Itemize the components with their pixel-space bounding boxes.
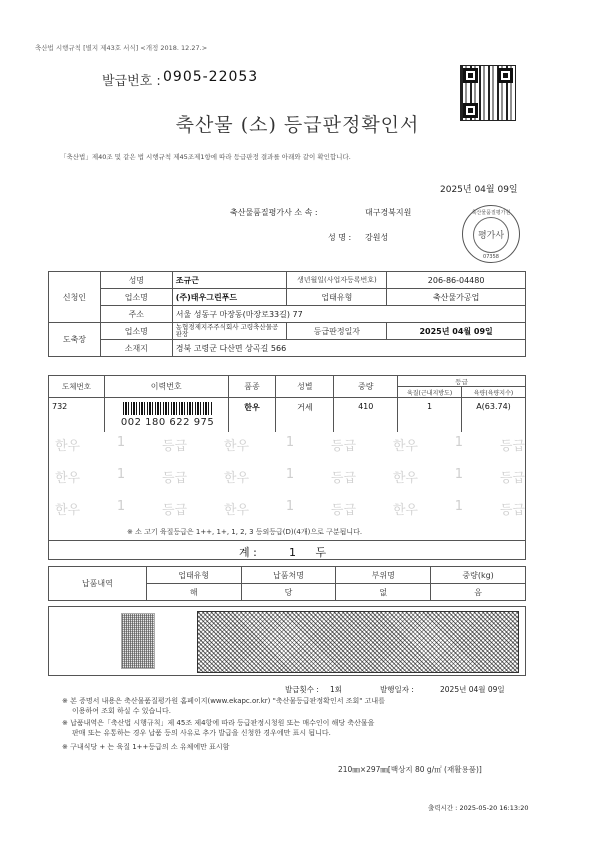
- ident-no: 002 180 622 975: [120, 417, 215, 428]
- delivery-empty-2: 당: [241, 584, 336, 601]
- barcode: [123, 402, 213, 415]
- issue-count-label: 발급횟수 :: [285, 685, 319, 694]
- delivery-empty-1: 해: [146, 584, 241, 601]
- grade-table: [48, 375, 526, 432]
- breed-header: 품종: [228, 376, 276, 398]
- slaughter-company-label: 업소명: [100, 323, 172, 340]
- delivery-table: [48, 566, 526, 601]
- yield-grade: A(63.74): [462, 398, 526, 432]
- delivery-empty-3: 없: [336, 584, 431, 601]
- grading-date: 2025년 04월 09일: [387, 323, 526, 340]
- biztype-label: 업태유형: [287, 289, 387, 306]
- ident-no-header: 이력번호: [104, 376, 228, 398]
- total-label: 계 :: [239, 546, 257, 559]
- carcass-no-header: 도체번호: [49, 376, 105, 398]
- info-table: [48, 271, 526, 357]
- applicant-name-label: 성명: [100, 272, 172, 289]
- document-title: 축산물 (소) 등급판정확인서: [175, 114, 420, 136]
- print-time: 출력시간 : 2025-05-20 16:13:20: [428, 804, 529, 812]
- paper-spec: 210㎜×297㎜[백상지 80 g/㎡ (재활용품)]: [338, 765, 482, 774]
- security-pattern-area: [48, 606, 526, 676]
- issue-number-label: 발급번호 :: [102, 74, 161, 89]
- delivery-weight-label: 중량(kg): [431, 567, 526, 584]
- applicant-company-label: 업소명: [100, 289, 172, 306]
- applicant-name: 조규근: [172, 272, 287, 289]
- table-row: [49, 398, 526, 432]
- note-1b: 이용하여 조회 하실 수 있습니다.: [72, 707, 172, 715]
- ident-cell: [104, 398, 228, 432]
- note-2b: 판매 또는 유통하는 경우 납품 등의 사유로 추가 발급을 신청한 경우에만 표시 됩니다.: [72, 729, 331, 737]
- total-value: 1 두: [289, 546, 335, 559]
- grade-yield-header: 육량(육량지수): [462, 387, 526, 398]
- certificate-date: 2025년 04월 09일: [440, 185, 518, 195]
- intro-text: 「축산법」제40조 및 같은 법 시행규칙 제45조제1항에 따라 등급판정 결과를 아래와 같이 확인합니다.: [60, 153, 351, 161]
- note-1: ※ 본 증명서 내용은 축산물품질평가원 홈페이지(www.ekapc.or.kr) "축산물등급판정확인서 조회" 고내를: [62, 697, 385, 705]
- watermark-row: 한우 1 등급 한우 1 등급 한우 1 등급: [55, 467, 525, 486]
- note-3: ※ 구내식당 + 는 육질 1++등급의 소 유체에만 표시함: [62, 743, 230, 751]
- inspector-name-label: 성 명 :: [328, 233, 352, 242]
- total-row: [48, 540, 526, 560]
- carcass-no: 732: [49, 398, 105, 432]
- address: 서울 성동구 마장동(마장로33길) 77: [172, 306, 525, 323]
- seal-center-text: 평가사: [473, 217, 509, 253]
- watermark-row: 한우 1 등급 한우 1 등급 한우 1 등급: [55, 435, 525, 454]
- applicant-section-label: 신청인: [49, 272, 101, 323]
- delivery-shop-label: 납품처명: [241, 567, 336, 584]
- sex: 거세: [276, 398, 334, 432]
- form-reference: 축산법 시행규칙 [별지 제43호 서식] <개정 2018. 12.27.>: [35, 44, 208, 52]
- bizno-label: 생년월일(사업자등록번호): [287, 272, 387, 289]
- issue-date: 2025년 04월 09일: [440, 685, 505, 694]
- inspector-name: 강원성: [365, 233, 389, 242]
- slaughter-location: 경북 고령군 다산면 상곡길 566: [172, 340, 525, 357]
- issue-count: 1회: [330, 685, 343, 694]
- weight: 410: [334, 398, 398, 432]
- sex-header: 성별: [276, 376, 334, 398]
- watermark-row: 한우 1 등급 한우 1 등급 한우 1 등급: [55, 499, 525, 518]
- security-stamp: [121, 613, 155, 669]
- grading-date-label: 등급판정일자: [287, 323, 387, 340]
- breed: 한우: [228, 398, 276, 432]
- note-2: ※ 납품내역은「축산법 시행규칙」제 45조 제4항에 따라 등급판정시청원 또는 매수인이 해당 축산물을: [62, 719, 375, 727]
- applicant-company: (주)태우그린푸드: [172, 289, 287, 306]
- grade-header: 등급: [398, 376, 526, 387]
- bizno: 206-86-04480: [387, 272, 526, 289]
- biztype: 축산물가공업: [387, 289, 526, 306]
- inspector-org: 대구경북지원: [365, 208, 412, 217]
- seal-number: 07358: [483, 253, 499, 260]
- delivery-section-label: 납품내역: [49, 567, 147, 601]
- official-seal: [462, 205, 520, 263]
- issue-date-label: 발행일자 :: [380, 685, 414, 694]
- slaughter-section-label: 도축장: [49, 323, 101, 357]
- delivery-empty-4: 음: [431, 584, 526, 601]
- address-label: 주소: [100, 306, 172, 323]
- security-pattern: [197, 611, 519, 673]
- grade-meat-header: 육질(근내지방도): [398, 387, 462, 398]
- watermark-area: [48, 430, 526, 540]
- issue-number: 0905-22053: [163, 69, 259, 85]
- meat-grade: 1: [398, 398, 462, 432]
- inspector-org-label: 축산물품질평가사 소 속 :: [230, 208, 318, 217]
- seal-top-text: 축산물품질평가원: [471, 209, 511, 216]
- grade-footnote: ※ 소 고기 육질등급은 1++, 1+, 1, 2, 3 등외등급(D)(4개)으로 구분됩니다.: [127, 528, 363, 536]
- slaughter-company: 농협경제지주주식회사 고령축산물공판장: [172, 323, 287, 340]
- delivery-biztype-label: 업태유형: [146, 567, 241, 584]
- weight-header: 중량: [334, 376, 398, 398]
- slaughter-location-label: 소재지: [100, 340, 172, 357]
- delivery-part-label: 부위명: [336, 567, 431, 584]
